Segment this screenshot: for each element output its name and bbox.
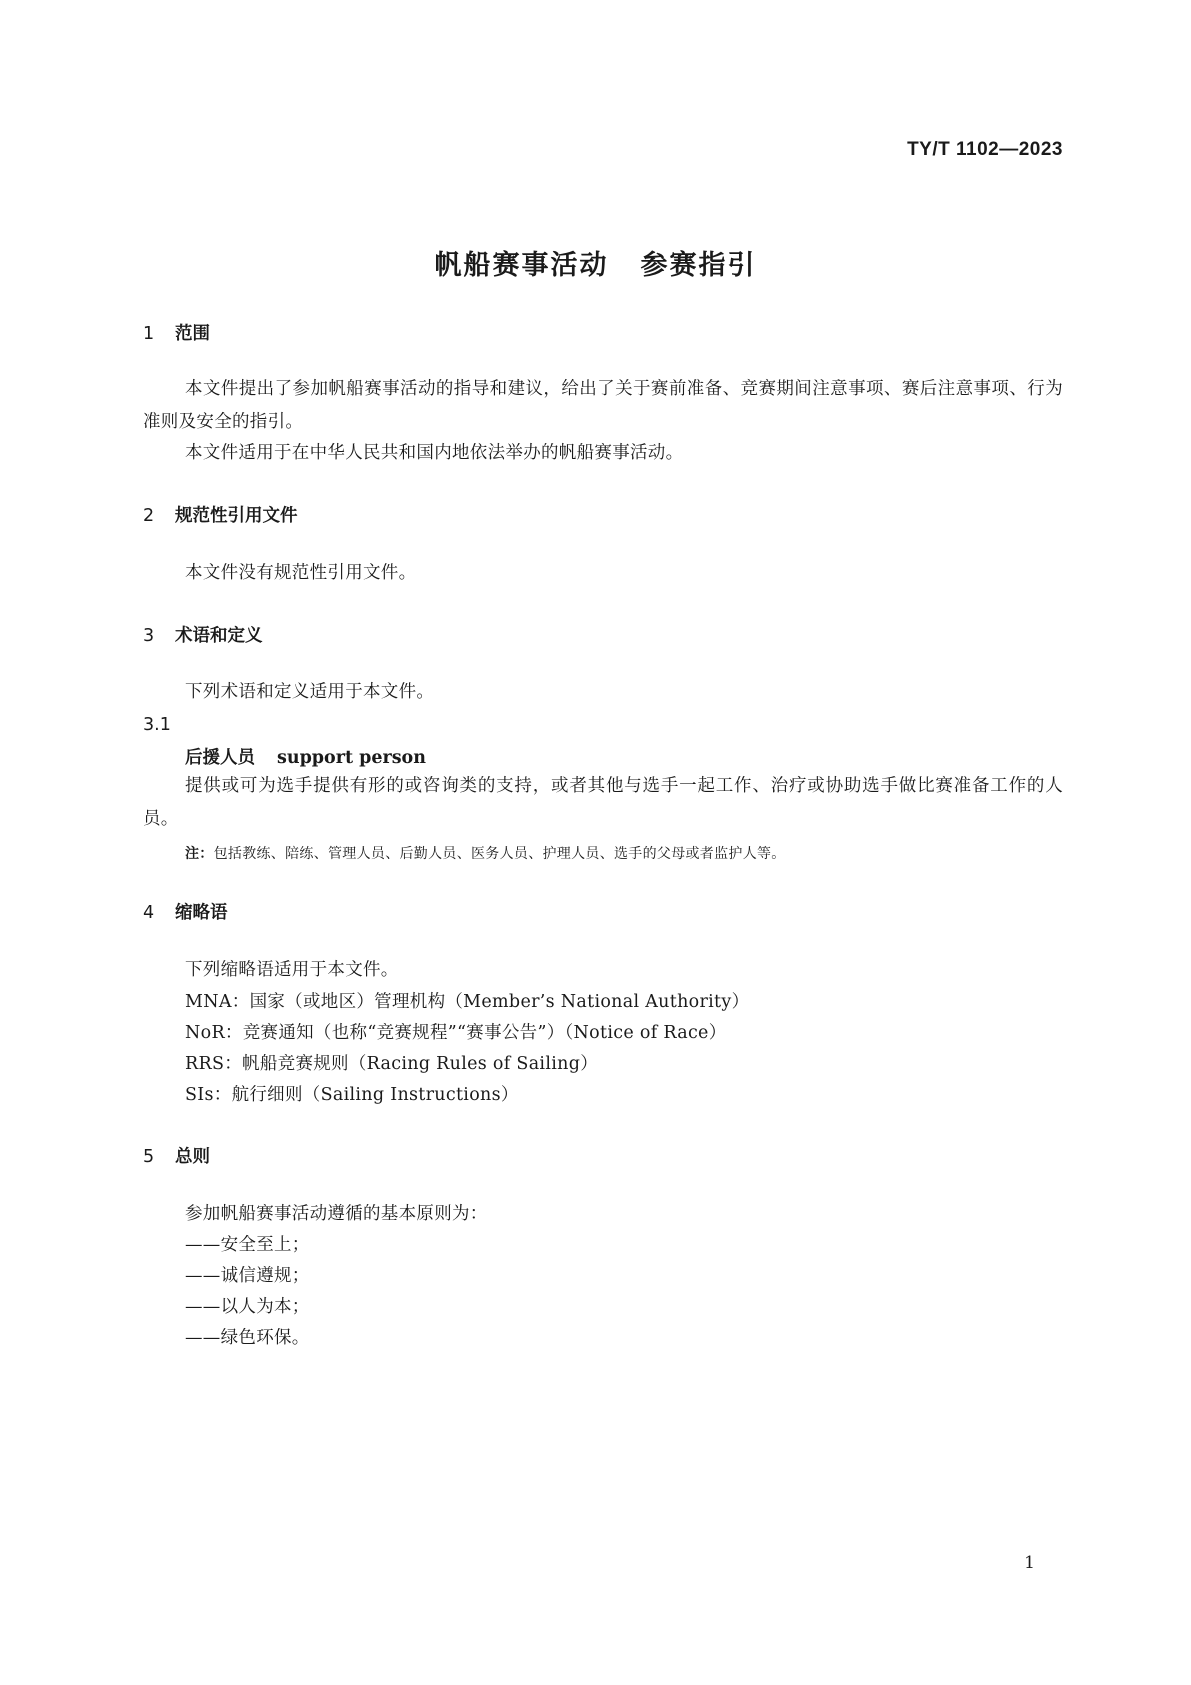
section-number: 1 [143, 324, 155, 344]
section-5-heading [143, 1143, 210, 1168]
section-number: 2 [143, 506, 155, 526]
principle-item: ——以人为本； [185, 1297, 310, 1317]
term-english: support person [277, 748, 426, 768]
abbreviation-item: RRS：帆船竞赛规则（Racing Rules of Sailing） [185, 1054, 598, 1074]
section-2-paragraph-1: 本文件没有规范性引用文件。 [185, 563, 417, 583]
section-1-heading [143, 320, 210, 345]
principle-item: ——安全至上； [185, 1235, 310, 1255]
term-entry [185, 744, 426, 769]
section-title: 范围 [175, 324, 210, 344]
section-number: 3 [143, 626, 155, 646]
principle-item: ——诚信遵规； [185, 1266, 310, 1286]
abbreviation-item: NoR：竞赛通知（也称“竞赛规程”“赛事公告”）（Notice of Race） [185, 1023, 727, 1043]
abbreviation-item: SIs：航行细则（Sailing Instructions） [185, 1085, 519, 1105]
term-chinese: 后援人员 [185, 748, 255, 768]
section-4-heading [143, 899, 228, 924]
section-4-intro: 下列缩略语适用于本文件。 [185, 960, 399, 980]
section-3-paragraph-1: 下列术语和定义适用于本文件。 [185, 682, 435, 702]
page-number: 1 [1024, 1553, 1035, 1573]
section-title: 缩略语 [175, 903, 228, 923]
section-number: 5 [143, 1147, 155, 1167]
section-1-paragraph-1: 本文件提出了参加帆船赛事活动的指导和建议，给出了关于赛前准备、竞赛期间注意事项、赛后注意事项、行为准则及安全的指引。 [143, 379, 1063, 432]
section-1-paragraph-2: 本文件适用于在中华人民共和国内地依法举办的帆船赛事活动。 [185, 443, 684, 463]
title-part-2: 参赛指引 [640, 250, 757, 281]
section-title: 总则 [175, 1147, 210, 1167]
abbreviation-item: MNA：国家（或地区）管理机构（Member’s National Authority） [185, 992, 750, 1012]
section-5-intro: 参加帆船赛事活动遵循的基本原则为： [185, 1204, 488, 1224]
term-number: 3.1 [143, 715, 171, 735]
section-title: 术语和定义 [175, 626, 263, 646]
section-2-heading [143, 502, 298, 527]
section-title: 规范性引用文件 [175, 506, 298, 526]
principle-item: ——绿色环保。 [185, 1328, 310, 1348]
section-number: 4 [143, 903, 155, 923]
section-3-heading [143, 622, 263, 647]
term-definition: 提供或可为选手提供有形的或咨询类的支持，或者其他与选手一起工作、治疗或协助选手做比赛准备工作的人员。 [143, 776, 1063, 829]
document-title [0, 243, 1191, 282]
note-label: 注： [185, 846, 214, 862]
standard-code: TY/T 1102—2023 [907, 139, 1063, 160]
title-part-1: 帆船赛事活动 [434, 250, 609, 281]
note-text: 包括教练、陪练、管理人员、后勤人员、医务人员、护理人员、选手的父母或者监护人等。 [213, 846, 786, 862]
term-note [185, 843, 786, 863]
